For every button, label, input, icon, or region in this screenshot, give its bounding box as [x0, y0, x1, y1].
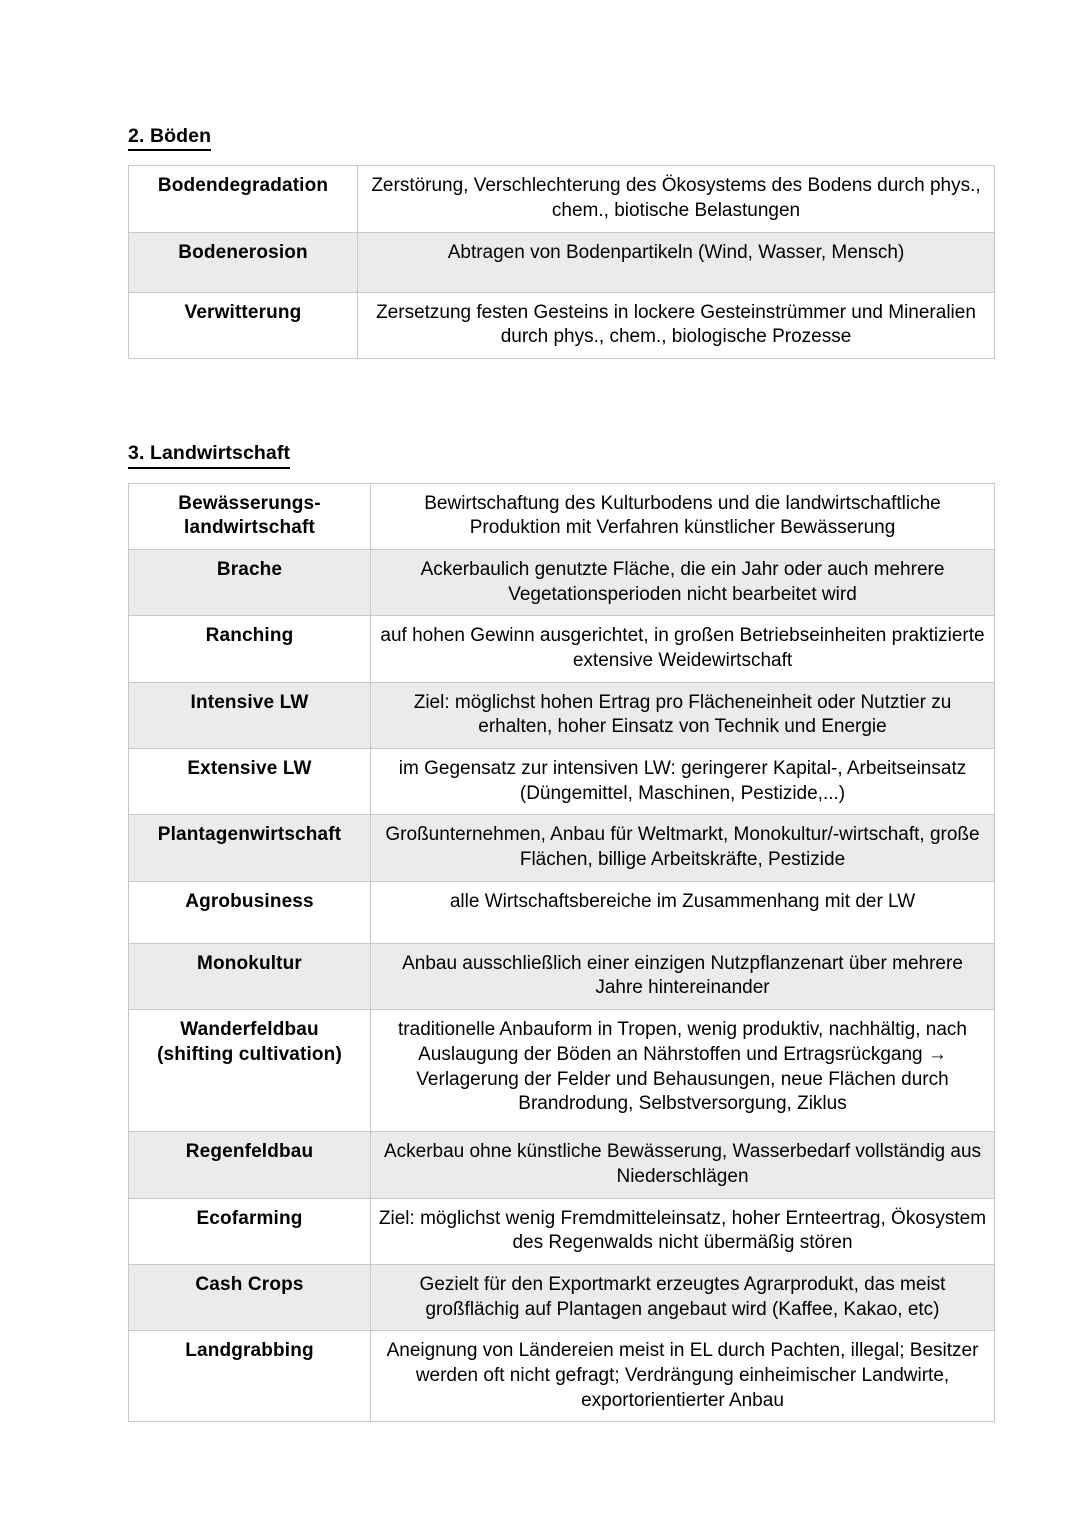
definition-cell: auf hohen Gewinn ausgerichtet, in großen Betriebseinheiten praktizierte extensive Weidewirtschaft	[371, 616, 995, 682]
term-cell	[129, 1264, 371, 1330]
table-row	[129, 943, 995, 1009]
glossary-table-landwirtschaft	[128, 483, 995, 1423]
spacer-between-sections	[128, 359, 994, 441]
spacer-heading-boeden	[128, 151, 994, 165]
table-row	[129, 1132, 995, 1198]
term-line: (shifting cultivation)	[157, 1043, 342, 1065]
term-cell	[129, 943, 371, 1009]
section-boeden	[128, 124, 994, 151]
term-cell	[129, 1198, 371, 1264]
term-line: Cash Crops	[195, 1273, 304, 1295]
document-content	[128, 124, 994, 1422]
term-cell	[129, 232, 358, 292]
definition-cell: Gezielt für den Exportmarkt erzeugtes Agrarprodukt, das meist großflächig auf Plantagen angebaut wird (Kaffee, Kakao, etc)	[371, 1264, 995, 1330]
table-row	[129, 881, 995, 943]
definition-cell: Zerstörung, Verschlechterung des Ökosystems des Bodens durch phys., chem., biotische Belastungen	[358, 166, 995, 232]
term-line: Plantagenwirtschaft	[157, 824, 342, 846]
table-row	[129, 616, 995, 682]
definition-cell: Bewirtschaftung des Kulturbodens und die landwirtschaftliche Produktion mit Verfahren künstlicher Bewässerung	[371, 483, 995, 549]
term-line: Bewässerungs-	[178, 492, 321, 514]
section-landwirtschaft	[128, 441, 994, 468]
spacer-heading-landwirtschaft	[128, 469, 994, 483]
term-cell	[129, 749, 371, 815]
term-line: Bodenerosion	[178, 241, 308, 263]
term-line: Agrobusiness	[185, 890, 314, 912]
table-row	[129, 483, 995, 549]
term-cell	[129, 1331, 371, 1422]
table-row	[129, 549, 995, 615]
definition-cell: Ackerbaulich genutzte Fläche, die ein Jahr oder auch mehrere Vegetationsperioden nicht bearbeitet wird	[371, 549, 995, 615]
glossary-table-boeden	[128, 165, 995, 359]
table-row	[129, 815, 995, 881]
term-line: Ranching	[205, 625, 294, 647]
term-cell	[129, 292, 358, 358]
table-row	[129, 1198, 995, 1264]
term-cell	[129, 549, 371, 615]
definition-cell: Abtragen von Bodenpartikeln (Wind, Wasser, Mensch)	[358, 232, 995, 292]
section-heading-boeden: 2. Böden	[128, 124, 211, 151]
term-line: Bodendegradation	[157, 175, 329, 197]
definition-cell: Anbau ausschließlich einer einzigen Nutzpflanzenart über mehrere Jahre hintereinander	[371, 943, 995, 1009]
term-cell	[129, 1010, 371, 1132]
table-row	[129, 1010, 995, 1132]
table-row	[129, 232, 995, 292]
term-cell	[129, 682, 371, 748]
table-row	[129, 682, 995, 748]
term-line: Verwitterung	[184, 301, 302, 323]
definition-cell: Ziel: möglichst wenig Fremdmitteleinsatz, hoher Ernteertrag, Ökosystem des Regenwalds nicht übermäßig stören	[371, 1198, 995, 1264]
term-cell	[129, 166, 358, 232]
term-line: Wanderfeldbau	[180, 1019, 319, 1041]
definition-cell: Ackerbau ohne künstliche Bewässerung, Wasserbedarf vollständig aus Niederschlägen	[371, 1132, 995, 1198]
term-cell	[129, 616, 371, 682]
definition-cell: Aneignung von Ländereien meist in EL durch Pachten, illegal; Besitzer werden oft nicht gefragt; Verdrängung einheimischer Landwirte, exportorientierter Anbau	[371, 1331, 995, 1422]
term-cell	[129, 483, 371, 549]
definition-cell: traditionelle Anbauform in Tropen, wenig produktiv, nachhältig, nach Auslaugung der Böden an Nährstoffen und Ertragsrückgang → Verlagerung der Felder und Behausungen, neue Flächen durch Brandrodung, Selbstversorgung, Ziklus	[371, 1010, 995, 1132]
term-line: Ecofarming	[196, 1207, 303, 1229]
term-cell	[129, 1132, 371, 1198]
term-cell	[129, 881, 371, 943]
term-line: Monokultur	[197, 952, 302, 974]
term-line: Regenfeldbau	[185, 1141, 314, 1163]
term-line: Extensive LW	[187, 758, 312, 779]
table-row	[129, 749, 995, 815]
definition-cell: Großunternehmen, Anbau für Weltmarkt, Monokultur/-wirtschaft, große Flächen, billige Arbeitskräfte, Pestizide	[371, 815, 995, 881]
term-line: Brache	[216, 558, 283, 580]
definition-cell: Zersetzung festen Gesteins in lockere Gesteinstrümmer und Mineralien durch phys., chem., biologische Prozesse	[358, 292, 995, 358]
table-row	[129, 166, 995, 232]
term-line: Intensive LW	[190, 691, 309, 713]
table-row	[129, 1264, 995, 1330]
definition-cell: alle Wirtschaftsbereiche im Zusammenhang mit der LW	[371, 881, 995, 943]
term-line: landwirtschaft	[184, 517, 315, 539]
term-cell	[129, 815, 371, 881]
table-row	[129, 1331, 995, 1422]
table-row	[129, 292, 995, 358]
term-line: Landgrabbing	[185, 1340, 314, 1362]
definition-cell: im Gegensatz zur intensiven LW: geringerer Kapital-, Arbeitseinsatz (Düngemittel, Maschinen, Pestizide,...)	[371, 749, 995, 815]
definition-cell: Ziel: möglichst hohen Ertrag pro Flächeneinheit oder Nutztier zu erhalten, hoher Einsatz von Technik und Energie	[371, 682, 995, 748]
section-heading-landwirtschaft: 3. Landwirtschaft	[128, 441, 290, 468]
